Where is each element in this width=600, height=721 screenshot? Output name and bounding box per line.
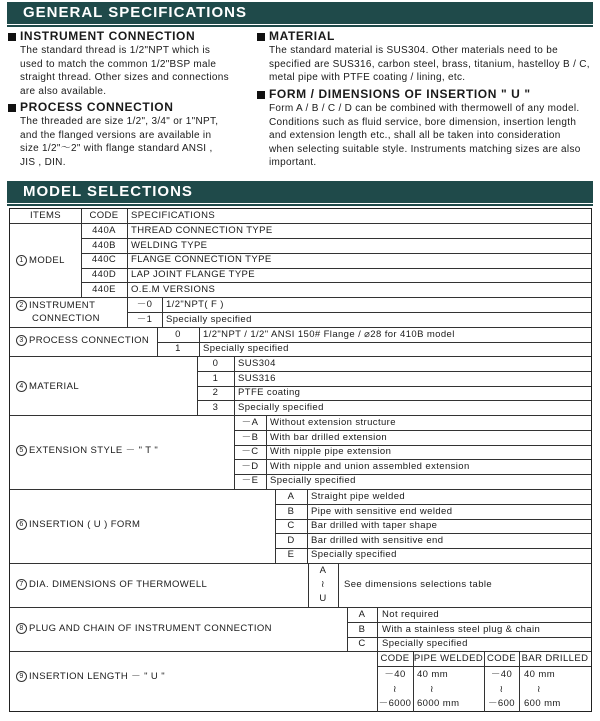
material-spec: SUS304: [238, 358, 276, 369]
material-text: [269, 44, 597, 85]
extension-spec: With nipple pipe extension: [270, 446, 392, 457]
heading-text: MATERIAL: [269, 29, 335, 43]
length-header-code: CODE: [486, 653, 517, 664]
form-dimensions-text: [269, 102, 597, 170]
circled-number: 3: [16, 335, 27, 346]
label-text: MODEL: [29, 255, 65, 266]
model-selection-table: [9, 208, 592, 712]
text-line: straight thread. Other sizes and connections: [20, 72, 229, 83]
insertion-form-spec: Straight pipe welded: [311, 491, 406, 502]
material-code: 1: [212, 373, 219, 384]
model-code: 440E: [92, 284, 116, 295]
pipe-length-max: 6000 mm: [417, 698, 460, 709]
insertion-form-code: B: [287, 506, 295, 517]
instrument-spec: Specially specified: [166, 314, 252, 325]
text-line: metal pipe with PTFE coating / lining, etc.: [269, 72, 466, 83]
circled-number: 7: [16, 579, 27, 590]
material-code: 0: [212, 358, 219, 369]
text-line: Conditions such as fluid service, bore dimension, insertion length: [269, 116, 577, 128]
material-spec: SUS316: [238, 373, 276, 384]
pipe-length-min: 40 mm: [417, 669, 449, 680]
item-material-label: [16, 380, 79, 394]
circled-number: 6: [16, 519, 27, 530]
model-selections-header: MODEL SELECTIONS: [7, 181, 593, 203]
length-header-bar-drilled: BAR DRILLED: [521, 653, 589, 664]
material-spec: Specially specified: [238, 402, 324, 413]
label-text: INSTRUMENT: [29, 300, 96, 311]
text-line: JIS , DIN.: [20, 156, 66, 168]
text-line: The threaded are size 1/2", 3/4" or 1"NPT,: [20, 116, 219, 127]
text-line: size 1/2"～2" with flange standard ANSI ,: [20, 143, 213, 154]
item-plug-chain-label: [16, 622, 272, 636]
plug-code: A: [358, 609, 366, 620]
material-code: 2: [212, 387, 219, 398]
insertion-form-spec: Bar drilled with taper shape: [311, 520, 438, 531]
extension-spec: With nipple and union assembled extension: [270, 461, 470, 472]
text-line: The standard thread is 1/2"NPT which is: [20, 45, 211, 56]
dia-spec: See dimensions selections table: [344, 579, 493, 590]
plug-code: C: [358, 638, 366, 649]
material-heading: [257, 29, 597, 44]
item-insertion-length-label: [16, 670, 165, 684]
item-extension-style-label: [16, 444, 158, 458]
form-dimensions-section: [257, 87, 597, 170]
item-dia-dimensions-label: [16, 578, 207, 592]
item-instrument-connection-label: [16, 299, 100, 325]
text-line: specified are SUS316, carbon steel, brass, titanium, hastelloy B / C,: [269, 58, 590, 70]
material-section: [257, 29, 597, 85]
text-line: and extension length etc., shall all be taken into consideration: [269, 130, 561, 141]
circled-number: 9: [16, 671, 27, 682]
process-code: 0: [175, 329, 181, 340]
model-code: 440D: [91, 269, 117, 280]
header-code: CODE: [89, 210, 119, 221]
label-text: EXTENSION STYLE － " T ": [29, 445, 159, 456]
form-dimensions-heading: [257, 87, 597, 102]
instrument-connection-text: [20, 44, 248, 98]
bar-code-max: －600: [488, 698, 515, 709]
dia-code-end: U: [319, 593, 327, 604]
model-spec: LAP JOINT FLANGE TYPE: [131, 269, 256, 280]
instrument-spec: 1/2"NPT( F ): [166, 299, 224, 310]
insertion-form-spec: Pipe with sensitive end welded: [311, 506, 453, 517]
instrument-code: －1: [136, 314, 153, 325]
circled-number: 1: [16, 255, 27, 266]
model-code: 440C: [91, 254, 117, 265]
insertion-form-code: D: [287, 535, 295, 546]
bullet-square-icon: [8, 33, 16, 41]
plug-spec: Not required: [382, 609, 440, 620]
plug-spec: With a stainless steel plug & chain: [382, 624, 541, 635]
process-connection-text: [20, 115, 248, 169]
process-spec: Specially specified: [203, 343, 289, 354]
bar-length-min: 40 mm: [524, 669, 556, 680]
text-line: used to match the common 1/2"BSP male: [20, 58, 217, 70]
extension-code: －B: [241, 432, 259, 443]
pipe-code-range: ≀: [393, 684, 397, 695]
text-line: are also available.: [20, 85, 107, 97]
heading-text: PROCESS CONNECTION: [20, 100, 174, 114]
length-header-pipe-welded: PIPE WELDED: [413, 653, 484, 664]
insertion-form-spec: Bar drilled with sensitive end: [311, 535, 444, 546]
process-connection-section: [8, 100, 248, 169]
item-model-label: [16, 254, 65, 268]
plug-code: B: [358, 624, 366, 635]
model-code: 440A: [92, 225, 116, 236]
text-line: and the flanged versions are available in: [20, 129, 212, 141]
instrument-connection-section: [8, 29, 248, 98]
pipe-code-min: －40: [384, 669, 406, 680]
bar-code-range: ≀: [499, 684, 504, 695]
bar-code-min: －40: [490, 669, 513, 680]
instrument-code: －0: [136, 299, 153, 310]
label-text: DIA. DIMENSIONS OF THERMOWELL: [29, 579, 208, 590]
dia-code-range: ≀: [321, 579, 325, 590]
circled-number: 2: [16, 300, 27, 311]
label-text: CONNECTION: [32, 313, 100, 324]
label-text: PLUG AND CHAIN OF INSTRUMENT CONNECTION: [29, 623, 272, 634]
extension-code: －C: [241, 446, 259, 457]
bullet-square-icon: [8, 104, 16, 112]
heading-text: FORM / DIMENSIONS OF INSERTION " U ": [269, 87, 531, 101]
heading-text: INSTRUMENT CONNECTION: [20, 29, 196, 43]
label-text: INSERTION LENGTH － " U ": [29, 671, 165, 682]
header-specifications: SPECIFICATIONS: [131, 210, 216, 221]
length-header-code: CODE: [380, 653, 410, 664]
extension-code: －E: [241, 475, 259, 486]
bullet-square-icon: [257, 91, 265, 99]
text-line: when selecting suitable style. Instruments matching sizes are also: [269, 143, 581, 155]
insertion-form-code: A: [287, 491, 295, 502]
bar-length-max: 600 mm: [524, 698, 561, 709]
item-insertion-form-label: [16, 518, 140, 532]
circled-number: 8: [16, 623, 27, 634]
extension-code: －D: [241, 461, 259, 472]
process-connection-heading: [8, 100, 248, 115]
label-text: MATERIAL: [29, 381, 80, 392]
pipe-length-range: ≀: [430, 684, 434, 695]
label-text: PROCESS CONNECTION: [29, 335, 150, 346]
extension-spec: With bar drilled extension: [270, 432, 388, 443]
extension-spec: Specially specified: [270, 475, 356, 486]
model-spec: O.E.M VERSIONS: [131, 284, 216, 295]
insertion-form-code: C: [287, 520, 295, 531]
process-code: 1: [175, 343, 181, 354]
bar-length-range: ≀: [537, 684, 541, 695]
model-spec: FLANGE CONNECTION TYPE: [131, 254, 272, 265]
model-code: 440B: [92, 240, 116, 251]
extension-spec: Without extension structure: [270, 417, 396, 428]
dia-code-start: A: [319, 565, 327, 576]
circled-number: 4: [16, 381, 27, 392]
label-text: INSERTION ( U ) FORM: [29, 519, 141, 530]
text-line: The standard material is SUS304. Other materials need to be: [269, 45, 558, 56]
material-code: 3: [212, 402, 219, 413]
insertion-form-code: E: [287, 549, 295, 560]
item-process-connection-label: [16, 334, 149, 348]
process-spec: 1/2"NPT / 1/2" ANSI 150# Flange / ⌀28 for 410B model: [203, 329, 455, 340]
insertion-form-spec: Specially specified: [311, 549, 397, 560]
model-spec: WELDING TYPE: [131, 240, 208, 251]
header-items: ITEMS: [29, 210, 62, 221]
bullet-square-icon: [257, 33, 265, 41]
pipe-code-max: －6000: [378, 698, 412, 709]
plug-spec: Specially specified: [382, 638, 468, 649]
material-spec: PTFE coating: [238, 387, 301, 398]
text-line: Form A / B / C / D can be combined with thermowell of any model.: [269, 103, 580, 114]
text-line: important.: [269, 157, 317, 168]
circled-number: 5: [16, 445, 27, 456]
instrument-connection-heading: [8, 29, 248, 44]
model-spec: THREAD CONNECTION TYPE: [131, 225, 273, 236]
general-specifications-header: GENERAL SPECIFICATIONS: [7, 2, 593, 24]
extension-code: －A: [241, 417, 259, 428]
